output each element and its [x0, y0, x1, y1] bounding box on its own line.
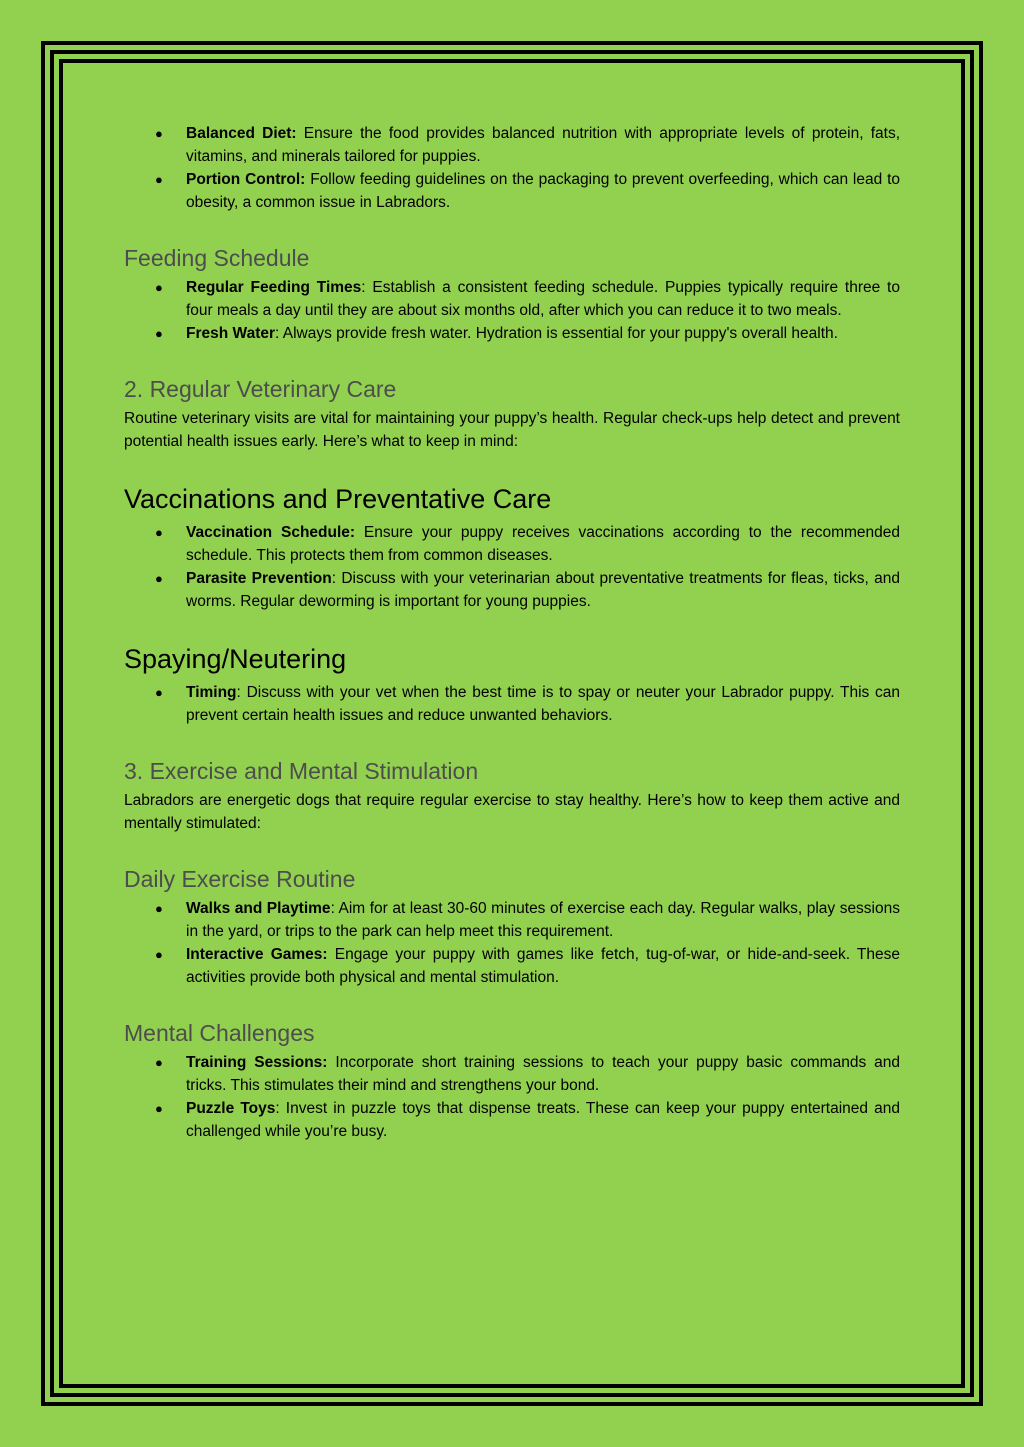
item-text: Incorporate short training sessions to teach your puppy basic commands and tricks. This stimulates their mind and strengthens your bond.	[186, 1054, 901, 1094]
item-text: : Always provide fresh water. Hydration is essential for your puppy's overall health.	[275, 325, 838, 342]
mental-challenges-list	[124, 1051, 900, 1143]
vaccinations-heading: Vaccinations and Preventative Care	[124, 484, 552, 514]
bullet-icon: ●	[155, 326, 163, 341]
bullet-icon: ●	[155, 172, 163, 187]
item-text: Follow feeding guidelines on the packaging to prevent overfeeding, which can lead to obesity, a common issue in Labradors.	[186, 171, 901, 211]
list-item	[124, 897, 900, 943]
document-content	[124, 122, 900, 1143]
list-item	[124, 681, 900, 727]
bullet-icon: ●	[155, 1055, 163, 1070]
bullet-icon: ●	[155, 126, 163, 141]
daily-exercise-list	[124, 897, 900, 989]
item-label: Balanced Diet:	[186, 125, 297, 142]
list-item	[124, 322, 900, 345]
item-label: Training Sessions:	[186, 1054, 328, 1071]
list-item	[124, 567, 900, 613]
list-item	[124, 168, 900, 214]
item-label: Parasite Prevention	[186, 570, 332, 587]
list-item	[124, 521, 900, 567]
feeding-schedule-list	[124, 276, 900, 345]
item-text: Ensure the food provides balanced nutrition with appropriate levels of protein, fats, vitamins, and minerals tailored for puppies.	[186, 125, 901, 165]
item-label: Walks and Playtime	[186, 900, 331, 917]
list-item	[124, 276, 900, 322]
bullet-icon: ●	[155, 525, 163, 540]
bullet-icon: ●	[155, 947, 163, 962]
list-item	[124, 1097, 900, 1143]
bullet-icon: ●	[155, 280, 163, 295]
intro-list	[124, 122, 900, 214]
list-item	[124, 943, 900, 989]
feeding-schedule-heading: Feeding Schedule	[124, 245, 310, 271]
item-text: Ensure your puppy receives vaccinations according to the recommended schedule. This protects them from common diseases.	[186, 524, 900, 564]
spaying-heading: Spaying/Neutering	[124, 644, 347, 674]
bullet-icon: ●	[155, 901, 163, 916]
bullet-icon: ●	[155, 571, 163, 586]
item-label: Vaccination Schedule:	[186, 524, 356, 541]
daily-exercise-heading: Daily Exercise Routine	[124, 866, 356, 892]
exercise-paragraph: Labradors are energetic dogs that require regular exercise to stay healthy. Here’s how to keep them active and mentally stimulated:	[124, 792, 900, 832]
bullet-icon: ●	[155, 1101, 163, 1116]
item-text: Engage your puppy with games like fetch, tug-of-war, or hide-and-seek. These activities provide both physical and mental stimulation.	[186, 946, 900, 986]
vet-care-paragraph: Routine veterinary visits are vital for maintaining your puppy’s health. Regular check-ups help detect and prevent potential health issues early. Here’s what to keep in mind:	[124, 410, 900, 450]
item-text: : Establish a consistent feeding schedule. Puppies typically require three to four meals a day until they are about six months old, after which you can reduce it to two meals.	[186, 279, 900, 319]
item-text: : Invest in puzzle toys that dispense treats. These can keep your puppy entertained and challenged while you’re busy.	[186, 1100, 900, 1140]
list-item	[124, 122, 900, 168]
item-label: Fresh Water	[186, 325, 276, 342]
bullet-icon: ●	[155, 685, 163, 700]
item-label: Puzzle Toys	[186, 1100, 276, 1117]
mental-challenges-heading: Mental Challenges	[124, 1020, 315, 1046]
vaccinations-list	[124, 521, 900, 613]
item-label: Portion Control:	[186, 171, 306, 188]
item-label: Timing	[186, 684, 237, 701]
item-text: : Discuss with your vet when the best time is to spay or neuter your Labrador puppy. This can prevent certain health issues and reduce unwanted behaviors.	[186, 684, 900, 724]
vet-care-heading: 2. Regular Veterinary Care	[124, 376, 397, 402]
list-item	[124, 1051, 900, 1097]
item-text: : Discuss with your veterinarian about preventative treatments for fleas, ticks, and worms. Regular deworming is important for young puppies.	[186, 570, 900, 610]
item-label: Interactive Games:	[186, 946, 328, 963]
spaying-list	[124, 681, 900, 727]
item-text: : Aim for at least 30-60 minutes of exercise each day. Regular walks, play sessions in the yard, or trips to the park can help meet this requirement.	[186, 900, 900, 940]
exercise-heading: 3. Exercise and Mental Stimulation	[124, 758, 479, 784]
item-label: Regular Feeding Times	[186, 279, 362, 296]
